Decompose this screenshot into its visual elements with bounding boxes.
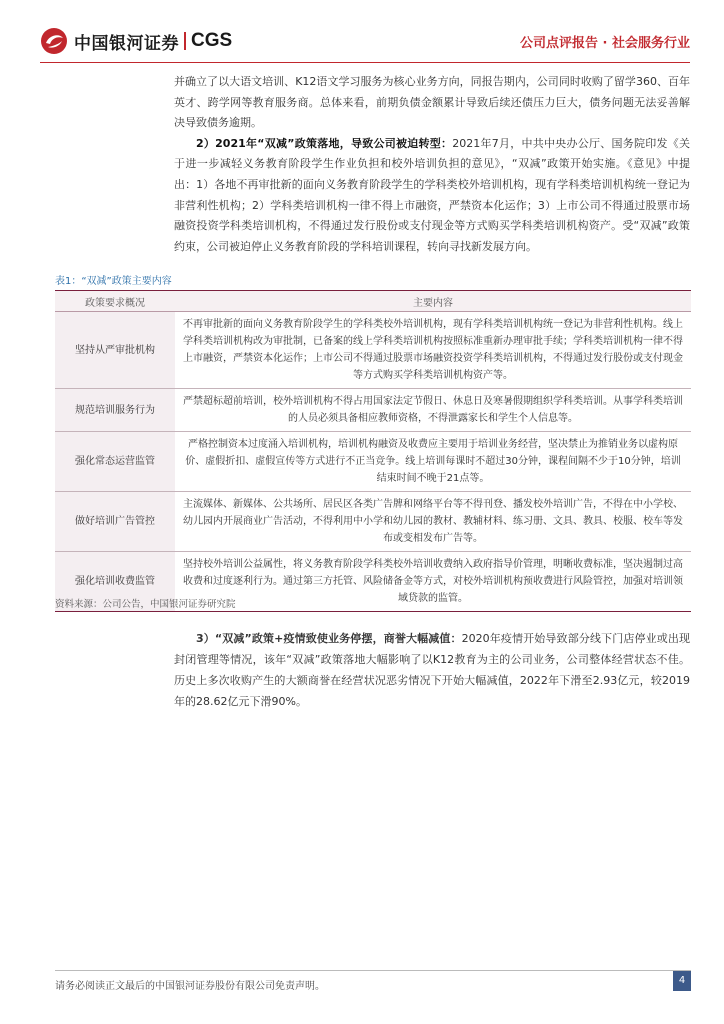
- policy-category: 强化培训收费监管: [55, 552, 175, 612]
- paragraph-text: 2021年7月，中共中央办公厅、国务院印发《关于进一步减轻义务教育阶段学生作业负担和校外培训负担的意见》，“双减”政策开始实施。《意见》中提出：1）各地不再审批新的面向义务教育阶段学生的学科类校外培训机构，现有学科类培训机构统一登记为非营利性机构；2）学科类培训机构一律不得上市融资，严禁资本化运作；3）上市公司不得通过股票市场融资投资学科类培训机构，不得通过发行股份或支付现金等方式购买学科类培训机构资产。受“双减”政策约束，公司被迫停止义务教育阶段的学科培训课程，转向寻找新发展方向。: [174, 136, 690, 253]
- page-number: 4: [673, 971, 691, 991]
- header-divider: [40, 62, 690, 63]
- table-caption: 表1：“双减”政策主要内容: [55, 276, 172, 287]
- paragraph-double-reduction: [174, 134, 690, 258]
- policy-content: 主流媒体、新媒体、公共场所、居民区各类广告牌和网络平台等不得刊登、播发校外培训广告，不得在中小学校、幼儿园内开展商业广告活动，不得利用中小学和幼儿园的教材、教辅材料、练习册、文具、教具、校服、校车等发布或变相发布广告等。: [175, 492, 691, 552]
- logo-divider: [184, 32, 186, 50]
- column-header: 主要内容: [175, 291, 691, 312]
- table-header-row: [55, 291, 691, 312]
- paragraph-heading: 3）“双减”政策+疫情致使业务停摆，商誉大幅减值：: [196, 632, 462, 645]
- table-source: 资料来源：公司公告，中国银河证券研究院: [55, 599, 236, 610]
- page-footer: [55, 970, 691, 992]
- report-type-label: 公司点评报告 · 社会服务行业: [520, 36, 690, 51]
- disclaimer-text: 请务必阅读正文最后的中国银河证券股份有限公司免责声明。: [55, 981, 325, 992]
- paragraph-debt: 并确立了以大语文培训、K12语文学习服务为核心业务方向，同报告期内，公司同时收购了留学360、百年英才、跨学网等教育服务商。总体来看，前期负债金额累计导致后续还债压力巨大，债务问题无法妥善解决导致债务逾期。: [174, 75, 690, 130]
- policy-table: [55, 290, 691, 612]
- paragraph-text: 2020年疫情开始导致部分线下门店停业或出现封闭管理等情况，该年“双减”政策落地大幅影响了以K12教育为主的公司业务，公司整体经营状态不佳。历史上多次收购产生的大额商誉在经营状况恶劣情况下开始大幅减值，2022年下滑至2.93亿元，较2019年的28.62亿元下滑90%。: [174, 632, 691, 708]
- paragraph-heading: 2）2021年“双减”政策落地，导致公司被迫转型：: [196, 136, 453, 150]
- company-logo: [40, 24, 232, 58]
- policy-content: 坚持校外培训公益属性，将义务教育阶段学科类校外培训收费纳入政府指导价管理，明晰收费标准，坚决遏制过高收费和过度逐利行为。通过第三方托管、风险储备金等方式，对校外培训机构预收费进行风险管控，加强对培训领域贷款的监管。: [175, 552, 691, 612]
- policy-category: 坚持从严审批机构: [55, 312, 175, 389]
- policy-content: 严禁超标超前培训，校外培训机构不得占用国家法定节假日、休息日及寒暑假期组织学科类培训。从事学科类培训的人员必须具备相应教师资格，不得泄露家长和学生个人信息等。: [175, 389, 691, 432]
- policy-content: 严格控制资本过度涌入培训机构，培训机构融资及收费应主要用于培训业务经营，坚决禁止为推销业务以虚构原价、虚假折扣、虚假宣传等方式进行不正当竞争。线上培训每课时不超过30分钟，课程间隔不少于10分钟，培训结束时间不晚于21点等。: [175, 432, 691, 492]
- policy-category: 做好培训广告管控: [55, 492, 175, 552]
- policy-category: 规范培训服务行为: [55, 389, 175, 432]
- body-text: [174, 72, 690, 257]
- policy-content: 不再审批新的面向义务教育阶段学生的学科类校外培训机构，现有学科类培训机构统一登记为非营利性机构。线上学科类培训机构改为审批制，已备案的线上学科类培训机构按照标准重新办理审批手续；学科类培训机构一律不得上市融资，严禁资本化运作；上市公司不得通过股票市场融资投资学科类培训机构，不得通过发行股份或支付现金等方式购买学科类培训机构资产等。: [175, 312, 691, 389]
- policy-category: 强化常态运营监管: [55, 432, 175, 492]
- paragraph-goodwill: [174, 628, 690, 712]
- table-row: [55, 389, 691, 432]
- body-text-section3: [174, 628, 690, 712]
- table-row: [55, 312, 691, 389]
- logo-text-en: CGS: [191, 30, 233, 51]
- table-row: [55, 492, 691, 552]
- logo-text-cn: 中国银河证券: [74, 33, 179, 54]
- page-header: [40, 24, 690, 58]
- table-row: [55, 432, 691, 492]
- column-header: 政策要求概况: [55, 291, 175, 312]
- logo-mark-icon: [40, 27, 68, 55]
